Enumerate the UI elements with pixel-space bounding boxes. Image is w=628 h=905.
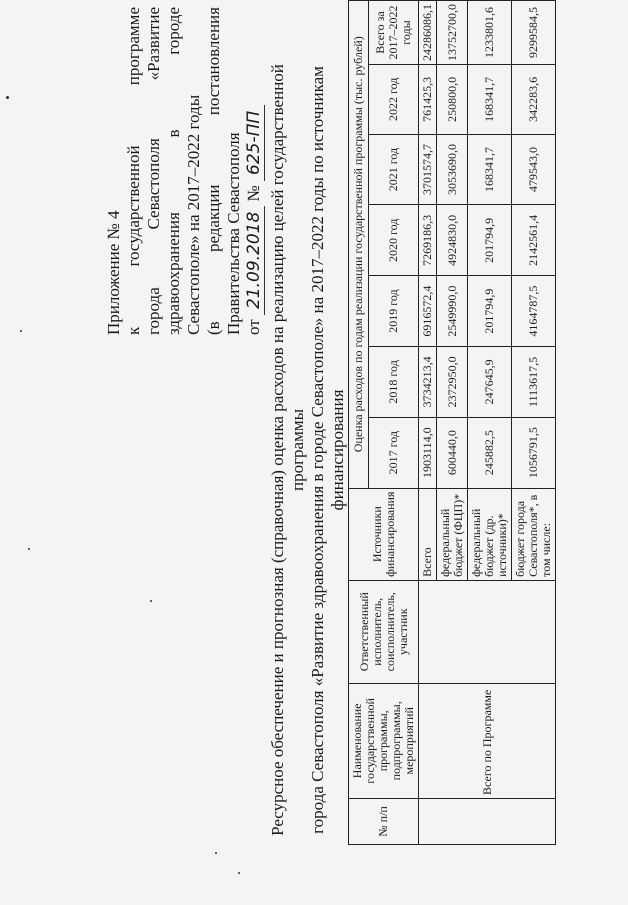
appendix-text: № <box>244 185 263 202</box>
header-source: Источники финансирования <box>349 488 419 580</box>
cell-value: 4164787,5 <box>512 276 556 347</box>
cell-source: федеральный бюджет (др. источники)* <box>468 488 512 580</box>
cell-no <box>419 798 556 844</box>
appendix-text: к <box>124 326 143 335</box>
header-year: 2021 год <box>369 134 419 205</box>
scan-speck <box>215 852 217 854</box>
cell-value: 168341,7 <box>468 134 512 205</box>
appendix-line <box>164 7 184 335</box>
cell-value: 1056791,5 <box>512 417 556 488</box>
header-year: 2020 год <box>369 205 419 276</box>
cell-value: 1113617,5 <box>512 346 556 417</box>
header-total: Всего за 2017–2022 годы <box>369 1 419 65</box>
cell-value: 250800,0 <box>437 65 468 135</box>
cell-source: Всего <box>419 488 437 580</box>
appendix-text: (в <box>204 321 223 335</box>
cell-value: 245882,5 <box>468 417 512 488</box>
appendix-text: государственной <box>124 145 143 267</box>
cell-source: федеральный бюджет (ФЦП)* <box>437 488 468 580</box>
scan-speck <box>28 548 30 550</box>
header-responsible: Ответственный исполнитель, соисполнитель, участник <box>349 580 419 683</box>
cell-value: 3701574,7 <box>419 134 437 205</box>
cell-value: 7269186,3 <box>419 205 437 276</box>
cell-responsible <box>419 580 556 683</box>
header-estimate: Оценка расходов по годам реализации государственной программы (тыс. рублей) <box>349 1 369 489</box>
appendix-text: города <box>144 287 163 335</box>
appendix-text: Севастополя <box>144 138 163 230</box>
handwritten-date: 21.09.2018 <box>244 206 265 315</box>
header-year: 2018 год <box>369 346 419 417</box>
appendix-line <box>144 7 164 335</box>
cell-value: 3053690,0 <box>437 134 468 205</box>
cell-value: 3734213,4 <box>419 346 437 417</box>
handwritten-number: 625-ПП <box>244 105 265 181</box>
appendix-text: «Развитие <box>144 7 163 81</box>
appendix-title: Приложение № 4 <box>104 210 123 335</box>
appendix-text: в <box>164 129 183 138</box>
cell-total: 24286086,1 <box>419 1 437 65</box>
header-no: № п/п <box>349 798 419 844</box>
table-row <box>419 1 437 845</box>
header-year: 2017 год <box>369 417 419 488</box>
appendix-date-line <box>244 7 264 335</box>
cell-total: 9299584,5 <box>512 1 556 65</box>
scan-speck <box>20 330 22 332</box>
cell-value: 247645,9 <box>468 346 512 417</box>
cell-value: 168341,7 <box>468 65 512 135</box>
scan-speck <box>150 600 152 602</box>
title-line: финансирования <box>328 389 347 511</box>
cell-value: 761425,3 <box>419 65 437 135</box>
appendix-line <box>204 7 224 335</box>
cell-value: 4924830,0 <box>437 205 468 276</box>
cell-value: 6916572,4 <box>419 276 437 347</box>
scan-speck <box>6 96 9 99</box>
cell-value: 1903114,0 <box>419 417 437 488</box>
title-line: города Севастополя «Развитие здравоохранения в городе Севастополе» на 2017–2022 годы по источникам <box>308 66 327 834</box>
cell-value: 201794,9 <box>468 205 512 276</box>
appendix-text: редакции <box>204 184 223 253</box>
document-title <box>268 25 348 875</box>
cell-value: 479543,0 <box>512 134 556 205</box>
cell-program-name: Всего по Программе <box>419 683 556 798</box>
cell-value: 2372950,0 <box>437 346 468 417</box>
header-year: 2019 год <box>369 276 419 347</box>
appendix-line: Правительства Севастополя <box>224 132 243 335</box>
cell-value: 201794,9 <box>468 276 512 347</box>
cell-value: 2549990,0 <box>437 276 468 347</box>
cell-total: 13752700,0 <box>437 1 468 65</box>
appendix-text: городе <box>164 7 183 55</box>
table-header-row <box>349 1 369 845</box>
appendix-line: Севастополе» на 2017–2022 годы <box>184 94 203 335</box>
cell-value: 342283,6 <box>512 65 556 135</box>
funding-table <box>348 0 556 845</box>
scan-speck <box>238 872 240 874</box>
appendix-block <box>104 7 264 335</box>
header-year: 2022 год <box>369 65 419 135</box>
title-line: Ресурсное обеспечение и прогнозная (справочная) оценка расходов на реализацию целей государственной программы <box>268 64 307 836</box>
cell-value: 600440,0 <box>437 417 468 488</box>
header-name: Наименование государственной программы, подпрограммы, мероприятий <box>349 683 419 798</box>
cell-total: 1233801,6 <box>468 1 512 65</box>
appendix-text: от <box>244 319 263 335</box>
appendix-text: здравоохранения <box>164 212 183 335</box>
appendix-text: программе <box>124 7 143 86</box>
appendix-text: постановления <box>204 7 223 116</box>
cell-source: бюджет города Севастополя*, в том числе: <box>512 488 556 580</box>
cell-value: 2142561,4 <box>512 205 556 276</box>
appendix-line <box>124 7 144 335</box>
